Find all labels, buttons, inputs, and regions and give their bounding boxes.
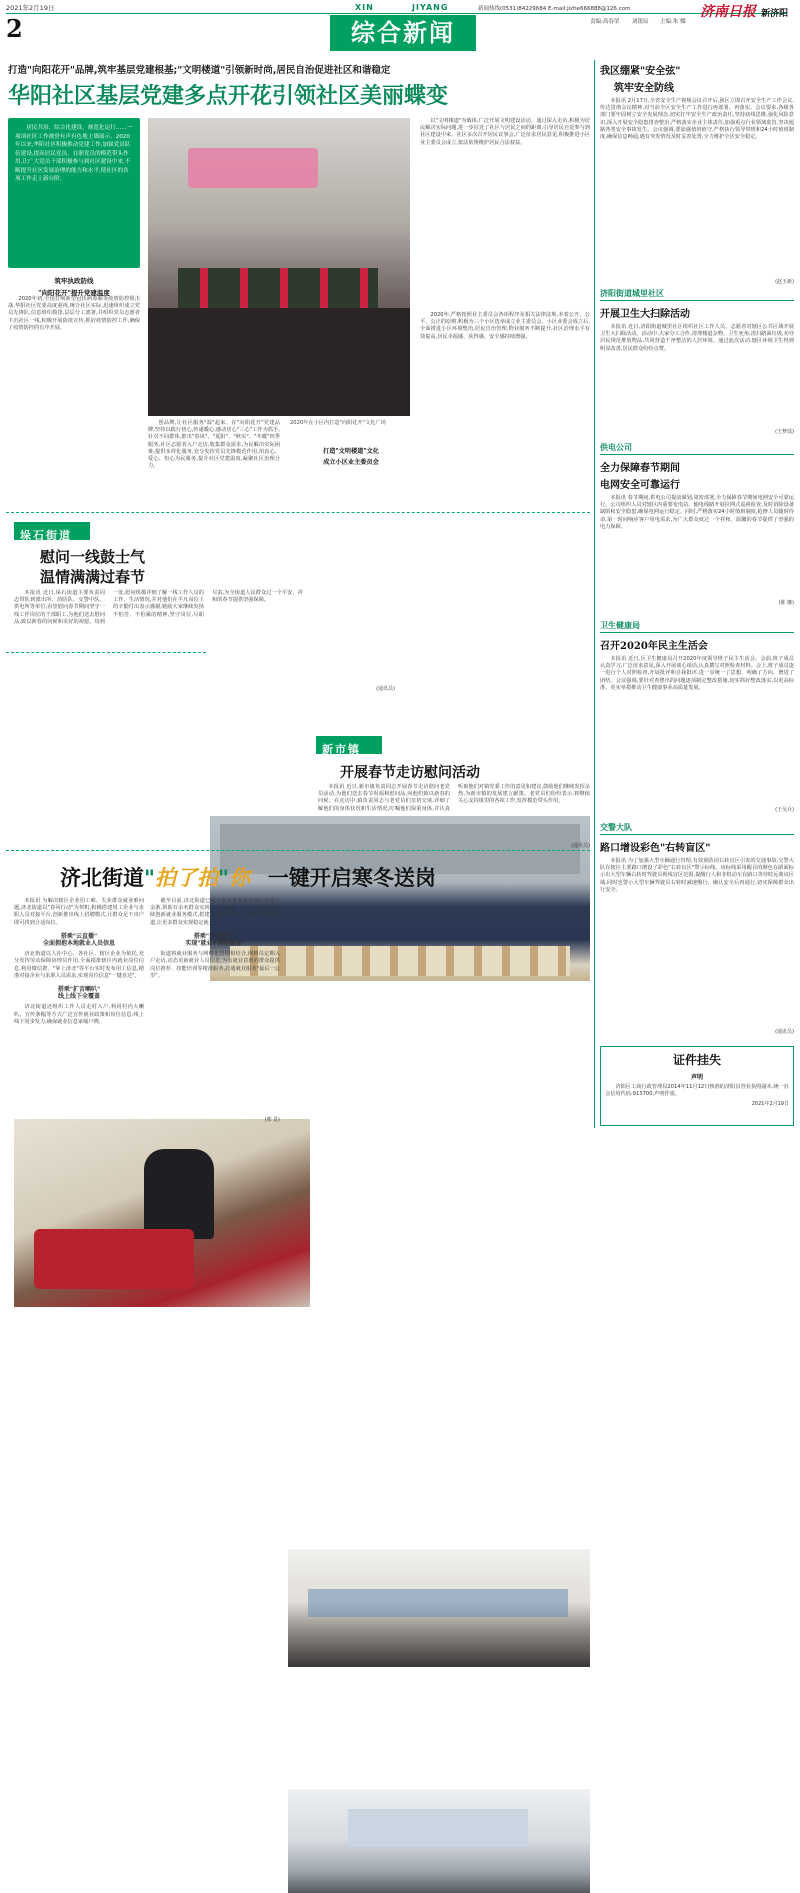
bottom-sub3b: 实现"就业+网格服务" xyxy=(185,940,245,948)
lead-col4 xyxy=(420,118,590,308)
notice-title: 证件挂失 xyxy=(672,1053,721,1067)
bottom-title-quote-close: " xyxy=(217,865,229,890)
bottom-intro: 本报讯 为解决辖区企业招工难、失业群众就业难问题,济北街道以"春风行动"为契机,积极搭建用工企业与求职人员对接平台,创新推出线上招聘模式,让群众足不出户即可找到合适岗位。 xyxy=(14,898,144,926)
right-0-sig: (赵玉新) xyxy=(775,279,794,285)
masthead-date: 2021年2月19日 xyxy=(6,4,55,12)
left-body-b xyxy=(210,686,395,726)
right-item-0 xyxy=(600,62,794,312)
supplies xyxy=(230,946,570,976)
right-3-label: 卫生健康局 xyxy=(600,620,794,633)
right-4-title1: 路口增设彩色"右转盲区" xyxy=(600,843,711,854)
editor2: 刘银辰 xyxy=(632,19,649,25)
bottom-sub1b: 全面拥抱本地就业人员信息 xyxy=(42,940,115,948)
bottom-title-d: 一键开启寒冬送岗 xyxy=(267,865,436,890)
right-column-rule xyxy=(594,60,595,1128)
lead-title: 华阳社区基层党建多点开花引领社区美丽蝶变 xyxy=(8,83,449,109)
bottom-sig: (邢 景) xyxy=(264,1117,280,1123)
right-4-label: 交警大队 xyxy=(600,822,794,835)
divider-1 xyxy=(6,512,590,513)
right-4-sig: (通讯员) xyxy=(775,1029,794,1035)
lead-sub1-b: "向阳花开"提升党建温度 xyxy=(38,289,110,297)
bottom-sub1: 搭乘"云直播" xyxy=(60,932,98,940)
bottom-p1: 济北街道以人社中心、各社区、辖区企业为依托,充分发挥劳动保障协理员作用,全面摸排辖区内就业岗位信息,利用微信群、"掌上济北"等平台实时发布用工信息,精准对接企业与求职人员需求,实现岗位信息"一键直达"。 xyxy=(14,951,144,979)
banner-pink xyxy=(188,148,318,188)
mid-sig-wrap xyxy=(318,842,590,849)
lead-p2-text: 创品牌,让社区服务"温"起来。在"向阳花开"党建品牌,坚持以践行初心,传递暖心,感动居心"三心"工作为抓手,针对不同群体,推出"春风"、"夏阳"、"秋实"、"冬暖"四季服务,社区志愿者入户走访,收集群众需求,为民解决实际困难,提供多样化服务,充分发挥党员先锋模范作用,用真心、爱心、恒心为民服务,提升社区党建温度,凝聚社区治理合力。 xyxy=(148,420,280,470)
right-item-1 xyxy=(600,288,794,440)
bottom-sub3: 搭乘"开放模式" xyxy=(193,932,237,940)
notice-box xyxy=(600,1046,794,1126)
bottom-p2: 济北街道还组织工作人员走村入户,利用村内大喇叭、宣传条幅等方式广泛宣传就业政策和岗位信息,线上线下同步发力,确保就业信息家喻户晓。 xyxy=(14,1004,144,1025)
right-0-body-text: 本报讯 2月17日,全省安全生产视频会议召开后,我区立即召开安全生产工作会议,传达贯彻会议精神,对当前全区安全生产工作进行再部署、再落实。会议要求,各级各部门要牢固树立安全发展理念,切实扛牢安全生产政治责任,坚持底线思维,强化风险意识,深入开展安全隐患排查整治,严格落实企业主体责任,加强重点行业领域监管,坚决遏制各类安全事故发生。会议强调,要加强值班值守,严格执行领导带班和24小时值班制度,确保信息畅通,遇有突发情况及时妥善处置,全力维护全区安全稳定。 xyxy=(600,98,794,141)
bottom-p4: 街道将就业服务与网格化管理相结合,网格员定期入户走访,动态更新就业人员信息,为有就业意愿的群众提供岗位推荐、技能培训等精准服务,打通就业服务"最后一公里"。 xyxy=(150,951,280,979)
right-item-3 xyxy=(600,620,794,820)
right-2-title2: 电网安全可靠运行 xyxy=(600,480,680,491)
lead-intro-box xyxy=(8,118,140,268)
bottom-photo-bottom xyxy=(288,1789,590,1893)
right-1-sig: (王梦瑶) xyxy=(775,429,794,435)
bottom-title-quote-open: " xyxy=(144,865,155,890)
masthead xyxy=(0,0,800,60)
bottom-title-c: 你 xyxy=(228,865,250,890)
right-0-body xyxy=(600,98,794,278)
paper-brand: 济南日报 xyxy=(700,4,756,20)
lead-intro: 居民共治、综合化建设、规范化运行……一项项社区工作被誉有声有色地上墙展示。2020年以来,华阳社区积极推动党建工作,加强党员队伍建设,提高居民党员、在职党员的模范带头作用,让广大党员干部积极参与到社区建设中来,不断提升社区发展治理的能力和水平,使社区的各项工作走上新台阶。 xyxy=(15,125,133,182)
bottom-sig-wrap xyxy=(150,1116,280,1123)
proof: 主编:朱 娜 xyxy=(660,19,686,25)
lead-sub2-b: 成立小区业主委员会 xyxy=(323,459,379,466)
right-2-body xyxy=(600,495,794,599)
bottom-col2 xyxy=(150,898,280,1124)
pinyin-right: JIYANG xyxy=(412,3,449,12)
mid-section-label-box xyxy=(316,736,382,754)
right-1-label: 济阳街道城里社区 xyxy=(600,288,794,301)
paper-sub: 新济阳 xyxy=(761,9,789,19)
mid-body xyxy=(318,784,590,840)
flower-row xyxy=(178,268,378,308)
lead-p3-text: 以"文明楼道"为载体,广泛开展文明建设活动。通过深入走访,积极为居民解决实际问题,进一步拉近了社区与居民之间的距离,引导居民自觉参与到社区建设中来。社区多次召开居民议事会,广泛征求居民意见,积极推进小区业主委员会成立,依法依规维护居民合法权益。 xyxy=(420,118,590,146)
page-number: 2 xyxy=(6,14,23,43)
right-4-body-text: 本报讯 为了加强大型车辆通行管理,有效预防因右转盲区引发的交通事故,交警大队在辖区主要路口增设了彩色"右转盲区"警示标线。该标线采用醒目的颜色在路面标示出大型车辆右转时驾驶员视线盲区范围,提醒行人和非机动车在路口等待时远离该区域,同时也警示大型车辆驾驶员右转时减速慢行、确认安全后再通行,切实保障群众出行安全。 xyxy=(600,858,794,893)
divider-3 xyxy=(6,850,590,851)
lead-p1 xyxy=(8,296,140,420)
right-1-title1: 开展卫生大扫除活动 xyxy=(600,309,690,320)
lead-sub2 xyxy=(290,446,412,466)
bottom-title-a: 济北街道 xyxy=(60,865,144,890)
right-3-title1: 召开2020年民主生活会 xyxy=(600,641,708,652)
right-0-title2: 筑牢安全防线 xyxy=(614,83,674,94)
paper-logo xyxy=(700,1,796,27)
left-sig: (通讯员) xyxy=(376,686,395,692)
right-1-body-text: 本报讯 近日,济阳街道城里社区组织社区工作人员、志愿者对辖区公共区域开展卫生大扫除活动。活动中,大家分工合作,清理楼道杂物、卫生死角,清扫路面垃圾,劝导居民规范堆放物品,共同营造干净整洁的人居环境。通过此次活动,辖区环境卫生得到明显改善,居民群众纷纷点赞。 xyxy=(600,324,794,352)
mid-section-label: 新市镇 xyxy=(322,743,361,756)
bottom-photo-top xyxy=(288,1549,590,1667)
right-3-body-text: 本报讯 近日,区卫生健康局召开2020年度领导班子民主生活会。会前,班子成员认真学习,广泛征求意见,深入开展谈心谈话,认真撰写对照检查材料。会上,班子成员逐一进行个人对照检查,开展批评和自我批评,进一步统一了思想、明确了方向、增进了团结。会议强调,要针对查摆出的问题逐项制定整改措施,切实抓好整改落实,以更高标准、更实举措推动卫生健康事业高质量发展。 xyxy=(600,656,794,691)
lead-caption: 2020年在小区内打造"向阳花开"文化广场 xyxy=(290,420,386,426)
crowd-shadow xyxy=(148,308,410,416)
divider-2 xyxy=(6,652,206,653)
mid-sig: (通讯员) xyxy=(571,843,590,849)
lead-p4-text: 2020年,严格按照业主委员会各项程序及相关法律法规,本着公开、公平、公正的原则,积极为三个小区选举成立业主委员会。小区业委会成立后,全面推进小区环境整治,居民自治管理,物业服务不断提升,社区治理水平有效提高,居民幸福感、获得感、安全感持续增强。 xyxy=(420,312,590,340)
right-2-label: 供电公司 xyxy=(600,442,794,455)
left-section-label: 垛石街道 xyxy=(20,529,72,542)
lead-photo xyxy=(148,118,410,416)
right-0-title1: 我区绷紧"安全弦" xyxy=(600,66,681,77)
bottom-title-b: 拍了拍 xyxy=(154,865,218,890)
section-title: 综合新闻 xyxy=(351,18,455,47)
lead-sub1-a: 筑牢执政防线 xyxy=(54,277,94,285)
lead-sub1 xyxy=(8,276,140,297)
bottom-title xyxy=(60,862,580,892)
pinyin-left: XIN xyxy=(355,3,374,12)
right-item-4 xyxy=(600,822,794,1042)
hotline: 新闻热线(0531)84229684 E-mail:jizhe666888@126.com xyxy=(478,6,631,12)
mid-title: 开展春节走访慰问活动 xyxy=(340,765,480,781)
right-2-sig: (陈 娜) xyxy=(778,600,794,606)
lead-kicker: 打造"向阳花开"品牌,筑牢基层党建根基;"文明楼道"引领新时尚,居民自治促进社区和谐稳定 xyxy=(8,65,391,76)
lead-p1-text: 2020年初,全国打响新型冠状病毒肺炎疫情防控阻击战,华阳社区党委高度重视,统合社区实际,迅速组织成立党员先锋队,信息组织摸排,层层分工部署,并组织党员志愿者下沉社区一线,积极开展防疫宣传,抓好疫情防控工作,确保了疫情防控的有序开展。 xyxy=(8,296,140,331)
lead-p2-a xyxy=(148,420,280,506)
right-4-body xyxy=(600,858,794,1028)
bottom-p3: 截至目前,济北街道已累计发布各类就业岗位信息千余条,帮助百余名群众实现家门口就业。下一步,街道将持续创新就业服务模式,搭建更多就业平台,不断扩大就业渠道,让更多群众实现稳定就业。 xyxy=(150,898,280,926)
lead-sub2-a: 打造"文明楼道"文化 xyxy=(323,448,379,455)
left-title2: 温情满满过春节 xyxy=(40,568,146,586)
screen-wall xyxy=(308,1589,568,1617)
editor: 责编:高春荣 xyxy=(590,19,620,25)
bottom-sub2b: 线上线下全覆盖 xyxy=(57,993,100,1001)
left-title1: 慰问一线鼓士气 xyxy=(40,548,146,566)
notice-sub: 声明 xyxy=(690,1074,703,1081)
section-banner xyxy=(330,15,476,51)
mid-photo xyxy=(14,1119,310,1307)
bottom-col1 xyxy=(14,898,144,1124)
notice-body: 济阳区工商行政管理局2014年11月12日核准的济阳县营业执照副本,统一社会信用代码:913700,声明作废。 xyxy=(605,1084,789,1098)
right-3-sig: (王吴兵) xyxy=(775,807,794,813)
left-section-label-box xyxy=(14,522,90,540)
right-3-body xyxy=(600,656,794,806)
right-2-body-text: 本报讯 春节期间,供电公司提前谋划,周密部署,全力保障春节期间电网安全可靠运行。公司组织人员对辖区内重要变电站、输电线路开展拉网式巡视检查,及时消除设备缺陷和安全隐患,确保电网运行稳定。同时,严格落实24小时值班制度,抢修人员随时待命,第一时间响应客户用电需求,为广大群众度过一个祥和、温馨的春节提供了坚强的电力保障。 xyxy=(600,495,794,530)
right-item-2 xyxy=(600,442,794,616)
mid-body-text: 本报讯 近日,新市镇负责同志开展春节走访慰问老党员活动,为他们送去春节祝福和慰问品,向他们致以新春的问候。在走访中,镇负责同志与老党员们亲切交谈,详细了解他们的身体状况和生活情况,叮嘱他们保重身体,并认真听取他们对镇党委工作的意见和建议,鼓励他们继续发挥余热,为新市镇的发展建言献策。老党员们纷纷表示,将继续关心支持镇里的各项工作,发挥模范带头作用。 xyxy=(318,784,590,812)
lead-col4b xyxy=(420,312,590,502)
left-body-text: 本报讯 近日,垛石街道主要负责同志带队到派出所、消防队、交警中队、供电所等单位,看望慰问春节期间坚守一线工作岗位的干部职工,为他们送去慰问品,致以新春的问候和美好的祝愿。每到一处,慰问组都详细了解一线工作人员的工作、生活情况,并对他们在平凡岗位上的辛勤付出表示感谢,勉励大家继续发扬不怕苦、不怕累的精神,坚守岗位,尽职尽责,为全街道人民群众过一个平安、祥和的春节提供坚强保障。 xyxy=(14,590,303,625)
notice-date: 2021年2月19日 xyxy=(751,1101,789,1108)
right-2-title1: 全力保障春节期间 xyxy=(600,463,680,474)
right-1-body xyxy=(600,324,794,428)
bottom-sub2: 搭乘"扩音喇叭" xyxy=(57,986,101,994)
left-body xyxy=(14,590,303,630)
red-quilt xyxy=(34,1229,194,1289)
masthead-rule xyxy=(6,13,786,14)
person xyxy=(144,1149,214,1239)
display-board xyxy=(348,1809,528,1847)
